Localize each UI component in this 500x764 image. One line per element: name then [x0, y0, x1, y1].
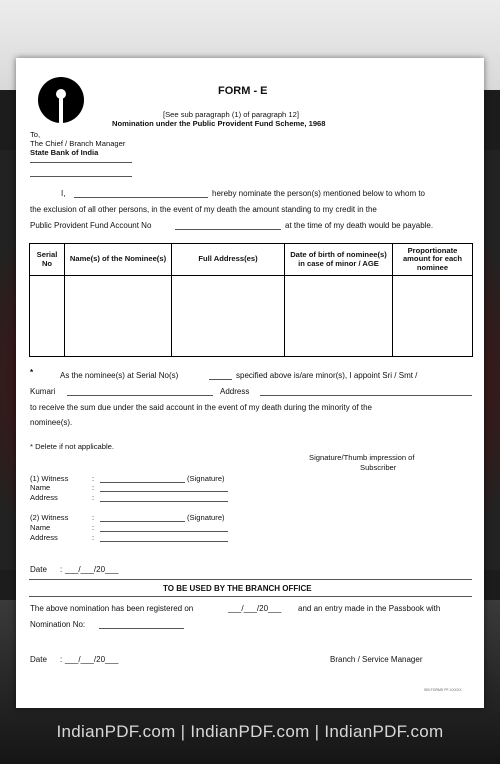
registered-end: and an entry made in the Passbook with — [298, 604, 441, 613]
cell-proportionate-amount[interactable] — [393, 276, 473, 357]
account-no-blank — [175, 229, 281, 230]
colon: : — [92, 523, 95, 532]
witness1-label: (1) Witness — [30, 474, 69, 483]
nominate-i-label: I, — [61, 189, 66, 198]
nominate-line1: hereby nominate the person(s) mentioned below to whom to — [212, 189, 426, 198]
address-blank-line — [30, 162, 132, 163]
header-nominee-name: Name(s) of the Nominee(s) — [65, 244, 172, 276]
branch-office-heading: TO BE USED BY THE BRANCH OFFICE — [163, 584, 312, 593]
minor-line2-start: Kumari — [30, 387, 56, 396]
colon: : — [92, 493, 95, 502]
scheme-title: Nomination under the Public Provident Fund Scheme, 1968 — [112, 119, 326, 128]
colon: : — [92, 533, 95, 542]
witness1-signature-blank — [100, 482, 185, 483]
nomination-no-blank — [99, 628, 184, 629]
witness2-address-label: Address — [30, 533, 58, 542]
branch-manager-label: Branch / Service Manager — [330, 655, 423, 664]
registered-date: ___/___/20___ — [228, 604, 282, 613]
section-divider — [29, 579, 472, 580]
date-blank: ___/___/20___ — [65, 655, 119, 664]
header-proportionate-amount: Proportionate amount for each nominee — [393, 244, 473, 276]
colon: : — [60, 565, 63, 574]
guardian-address-blank — [260, 395, 472, 396]
minor-line4: nominee(s). — [30, 418, 73, 427]
witness2-name-label: Name — [30, 523, 51, 532]
minor-line1-mid: specified above is/are minor(s), I appoint Sri / Smt / — [236, 371, 418, 380]
witness1-address-label: Address — [30, 493, 58, 502]
date-label: Date — [30, 655, 47, 664]
sub-paragraph-ref: [See sub paragraph (1) of paragraph 12] — [163, 110, 299, 119]
witness1-signature-label: (Signature) — [187, 474, 225, 483]
nomination-no-label: Nomination No: — [30, 620, 86, 629]
date-blank: ___/___/20___ — [65, 565, 119, 574]
nominate-line2: the exclusion of all other persons, in the event of my death the amount standing to my credit in the — [30, 205, 377, 214]
witness1-address-blank — [100, 501, 228, 502]
nominate-line3-end: at the time of my death would be payable. — [285, 221, 434, 230]
cell-full-address[interactable] — [172, 276, 285, 357]
colon: : — [92, 483, 95, 492]
addressee: The Chief / Branch Manager — [30, 139, 126, 148]
minor-line1-start: As the nominee(s) at Serial No(s) — [60, 371, 179, 380]
address-blank-line — [30, 176, 132, 177]
witness2-address-blank — [100, 541, 228, 542]
table-header-row — [30, 244, 473, 276]
signature-label-subscriber: Subscriber — [360, 463, 397, 472]
witness1-name-blank — [100, 491, 228, 492]
sbi-logo-icon — [38, 77, 84, 123]
delete-note: * Delete if not applicable. — [30, 442, 115, 451]
guardian-name-blank — [67, 395, 213, 396]
witness1-name-label: Name — [30, 483, 51, 492]
serial-no-blank — [209, 379, 232, 380]
date-label: Date — [30, 565, 47, 574]
header-date-of-birth: Date of birth of nominee(s) in case of minor / AGE — [285, 244, 393, 276]
signature-label: Signature/Thumb impression of — [309, 453, 415, 462]
colon: : — [92, 474, 95, 483]
section-divider — [29, 596, 472, 597]
nominate-line3-start: Public Provident Fund Account No — [30, 221, 152, 230]
form-title: FORM - E — [218, 85, 268, 97]
cell-serial-no[interactable] — [30, 276, 65, 357]
bank-name: State Bank of India — [30, 148, 99, 157]
minor-line2-mid: Address — [220, 387, 250, 396]
cell-nominee-name[interactable] — [65, 276, 172, 357]
cell-date-of-birth[interactable] — [285, 276, 393, 357]
header-serial-no: Serial No — [30, 244, 65, 276]
colon: : — [92, 513, 95, 522]
witness2-signature-blank — [100, 521, 185, 522]
form-code: SBI FORMS PF-XXXXX — [424, 688, 462, 692]
witness2-signature-label: (Signature) — [187, 513, 225, 522]
form-page — [16, 58, 484, 708]
header-full-address: Full Address(es) — [172, 244, 285, 276]
nominee-table — [29, 243, 473, 357]
to-label: To, — [30, 130, 41, 139]
colon: : — [60, 655, 63, 664]
registered-start: The above nomination has been registered on — [30, 604, 194, 613]
watermark-text: IndianPDF.com | IndianPDF.com | IndianPDF.com — [56, 722, 444, 741]
subscriber-name-blank — [74, 197, 208, 198]
witness2-label: (2) Witness — [30, 513, 69, 522]
witness2-name-blank — [100, 531, 228, 532]
table-row — [30, 276, 473, 357]
minor-line3: to receive the sum due under the said account in the event of my death during the minority of the — [30, 403, 372, 412]
minor-marker: * — [30, 368, 34, 377]
